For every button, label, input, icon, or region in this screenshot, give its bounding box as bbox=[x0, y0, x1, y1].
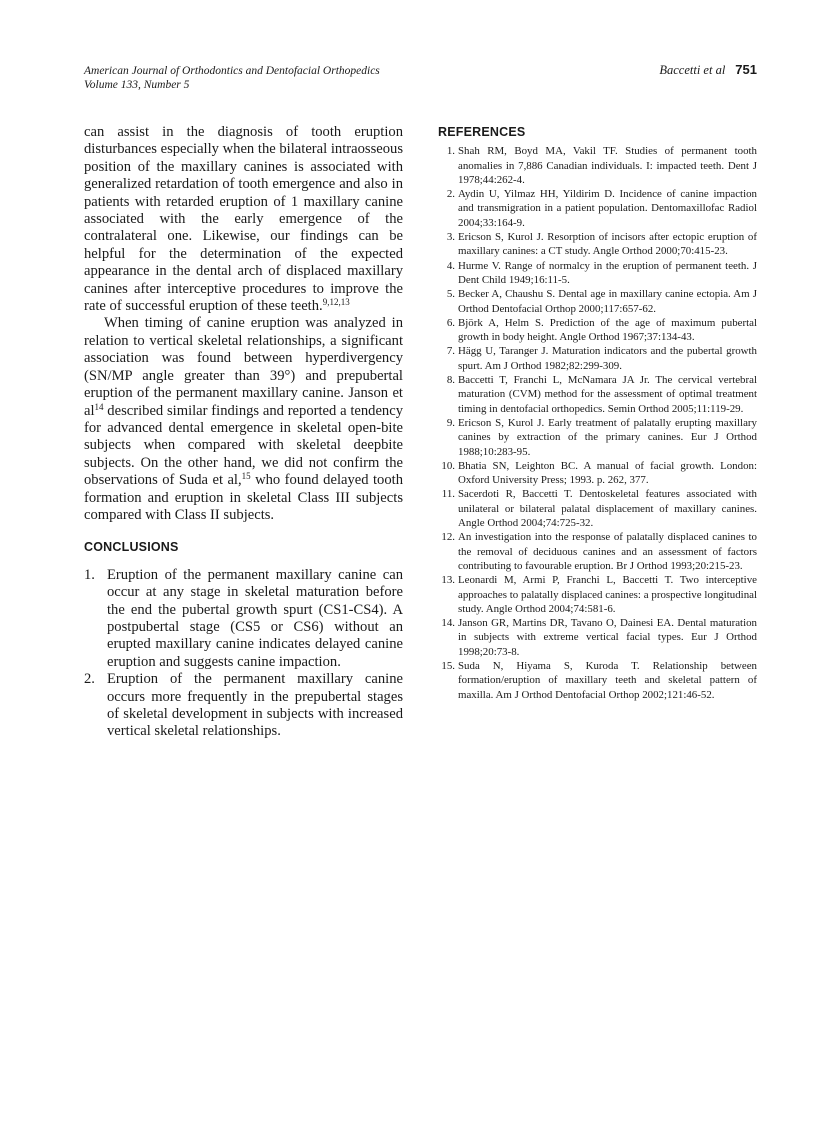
conclusion-item-text: Eruption of the permanent maxillary canine can occur at any stage in skeletal maturation before the end the pubertal growth spurt (CS1-CS4). A postpubertal stage (CS5 or CS6) without an erupted maxillary canine indicates delayed canine eruption and suggests canine impaction. bbox=[107, 566, 403, 670]
reference-item bbox=[438, 259, 757, 288]
right-column bbox=[438, 125, 757, 702]
journal-volume: Volume 133, Number 5 bbox=[84, 79, 190, 91]
conclusion-item-text: Eruption of the permanent maxillary canine occurs more frequently in the prepubertal stages of skeletal development in subjects with increased vertical skeletal relationships. bbox=[107, 671, 403, 740]
reference-item bbox=[438, 573, 757, 616]
left-column bbox=[84, 124, 403, 741]
reference-item-text: Bhatia SN, Leighton BC. A manual of facial growth. London: Oxford University Press; 1993. p. 262, 377. bbox=[458, 459, 757, 487]
reference-item-number: 15. bbox=[441, 659, 455, 672]
reference-item bbox=[438, 659, 757, 702]
reference-item bbox=[438, 373, 757, 416]
references-list bbox=[438, 144, 757, 702]
reference-item bbox=[438, 316, 757, 345]
reference-item bbox=[438, 487, 757, 530]
reference-item-number: 11. bbox=[441, 488, 455, 501]
citation: 14 bbox=[94, 401, 104, 412]
reference-item-number: 4. bbox=[446, 259, 455, 272]
conclusions-heading: CONCLUSIONS bbox=[84, 540, 179, 555]
conclusions-list bbox=[84, 567, 403, 741]
reference-item bbox=[438, 459, 757, 488]
conclusion-item-number: 1. bbox=[84, 566, 95, 583]
reference-item-text: An investigation into the response of palatally displaced canines to the removal of deciduous canines and an assessment of factors contributing to favourable eruption. Br J Orthod 1993;20:215-23. bbox=[458, 531, 757, 572]
references-heading: REFERENCES bbox=[438, 125, 526, 139]
reference-item-number: 9. bbox=[446, 416, 455, 429]
reference-item bbox=[438, 287, 757, 316]
reference-item-text: Ericson S, Kurol J. Early treatment of palatally erupting maxillary canines by extraction of the primary canines. Eur J Orthod 1988;10:283-95. bbox=[458, 416, 757, 458]
reference-item-text: Hägg U, Taranger J. Maturation indicators and the pubertal growth spurt. Am J Orthod 1982;82:299-309. bbox=[458, 345, 757, 372]
body-paragraph bbox=[84, 124, 403, 315]
journal-title: American Journal of Orthodontics and Dentofacial Orthopedics bbox=[84, 65, 380, 77]
citation: 9,12,13 bbox=[322, 297, 350, 308]
reference-item-text: Shah RM, Boyd MA, Vakil TF. Studies of permanent tooth anomalies in 7,886 Canadian individuals. I: impacted teeth. Dent J 1978;44:262-4. bbox=[458, 145, 757, 186]
header-authors: Baccetti et al bbox=[659, 63, 726, 77]
paragraph-text: When timing of canine eruption was analyzed in relation to vertical skeletal relationships, a significant association was found between hyperdivergency (SN/MP angle greater than 39°) and prepubertal eruption of the permanent maxillary canine. Janson et al bbox=[84, 315, 403, 419]
reference-item-number: 10. bbox=[441, 459, 455, 472]
reference-item bbox=[438, 187, 757, 230]
reference-item-text: Ericson S, Kurol J. Resorption of incisors after ectopic eruption of maxillary canines: a CT study. Angle Orthod 2000;70:415-23. bbox=[458, 231, 757, 258]
reference-item-number: 2. bbox=[446, 188, 455, 201]
reference-item bbox=[438, 616, 757, 659]
reference-item-text: Janson GR, Martins DR, Tavano O, Dainesi EA. Dental maturation in subjects with extreme vertical facial types. Eur J Orthod 1998;20:73-8. bbox=[458, 617, 757, 658]
reference-item-text: Baccetti T, Franchi L, McNamara JA Jr. The cervical vertebral maturation (CVM) method for the assessment of optimal treatment timing in dentofacial orthopedics. Semin Orthod 2005;11:119-29. bbox=[458, 374, 757, 415]
running-header-right bbox=[659, 62, 757, 78]
body-paragraph bbox=[84, 315, 403, 524]
reference-item-number: 8. bbox=[446, 374, 455, 387]
reference-item-text: Björk A, Helm S. Prediction of the age of maximum pubertal growth in body height. Angle Orthod 1967;37:134-43. bbox=[458, 316, 757, 344]
page-number: 751 bbox=[735, 62, 757, 77]
running-header bbox=[84, 64, 380, 92]
reference-item-number: 1. bbox=[446, 145, 455, 158]
reference-item-text: Becker A, Chaushu S. Dental age in maxillary canine ectopia. Am J Orthod Dentofacial Orthop 2000;117:657-62. bbox=[458, 288, 757, 315]
citation: 15 bbox=[241, 471, 251, 482]
reference-item bbox=[438, 144, 757, 187]
reference-item-number: 3. bbox=[446, 231, 455, 244]
reference-item-text: Aydin U, Yilmaz HH, Yildirim D. Incidence of canine impaction and transmigration in a patient population. Dentomaxillofac Radiol 2004;33:164-9. bbox=[458, 188, 757, 229]
reference-item-number: 12. bbox=[441, 531, 455, 544]
paragraph-text: can assist in the diagnosis of tooth eruption disturbances especially when the bilateral intraosseous position of the maxillary canines is associated with generalized retardation of tooth emergence and also in patients with retarded eruption of 1 maxillary canine associated with the early emergence of the contralateral one. Likewise, our findings can be helpful for the determination of the expected appearance in the dental arch of displaced maxillary canines after interceptive procedures to improve the rate of successful eruption of these teeth. bbox=[84, 124, 403, 315]
reference-item bbox=[438, 344, 757, 373]
reference-item-number: 7. bbox=[446, 345, 455, 358]
reference-item-number: 5. bbox=[446, 288, 455, 301]
paragraph-text: who found delayed tooth formation and eruption in skeletal Class III subjects compared with Class II subjects. bbox=[84, 472, 404, 523]
reference-item bbox=[438, 416, 757, 459]
reference-item-text: Hurme V. Range of normalcy in the eruption of permanent teeth. J Dent Child 1949;16:11-5. bbox=[458, 259, 757, 286]
reference-item bbox=[438, 230, 757, 259]
reference-item-text: Sacerdoti R, Baccetti T. Dentoskeletal features associated with unilateral or bilateral palatal displacement of maxillary canines. Angle Orthod 2004;74:725-32. bbox=[458, 488, 757, 530]
paragraph-text: described similar findings and reported a tendency for advanced dental emergence in skeletal open-bite subjects when compared with skeletal deepbite subjects. On the other hand, we did not confirm the observations of Suda et al, bbox=[84, 402, 403, 489]
conclusion-item-number: 2. bbox=[84, 671, 95, 688]
reference-item-number: 14. bbox=[441, 617, 455, 630]
reference-item-number: 6. bbox=[446, 316, 455, 329]
reference-item-text: Leonardi M, Armi P, Franchi L, Baccetti T. Two interceptive approaches to palatally displaced canines: a prospective longitudinal study. Angle Orthod 2004;74:581-6. bbox=[458, 574, 757, 615]
conclusion-item bbox=[84, 567, 403, 671]
reference-item bbox=[438, 530, 757, 573]
reference-item-text: Suda N, Hiyama S, Kuroda T. Relationship between formation/eruption of maxillary teeth and skeletal pattern of maxilla. Am J Orthod Dentofacial Orthop 2002;121:46-52. bbox=[458, 659, 757, 701]
reference-item-number: 13. bbox=[441, 574, 455, 587]
conclusion-item bbox=[84, 671, 403, 741]
